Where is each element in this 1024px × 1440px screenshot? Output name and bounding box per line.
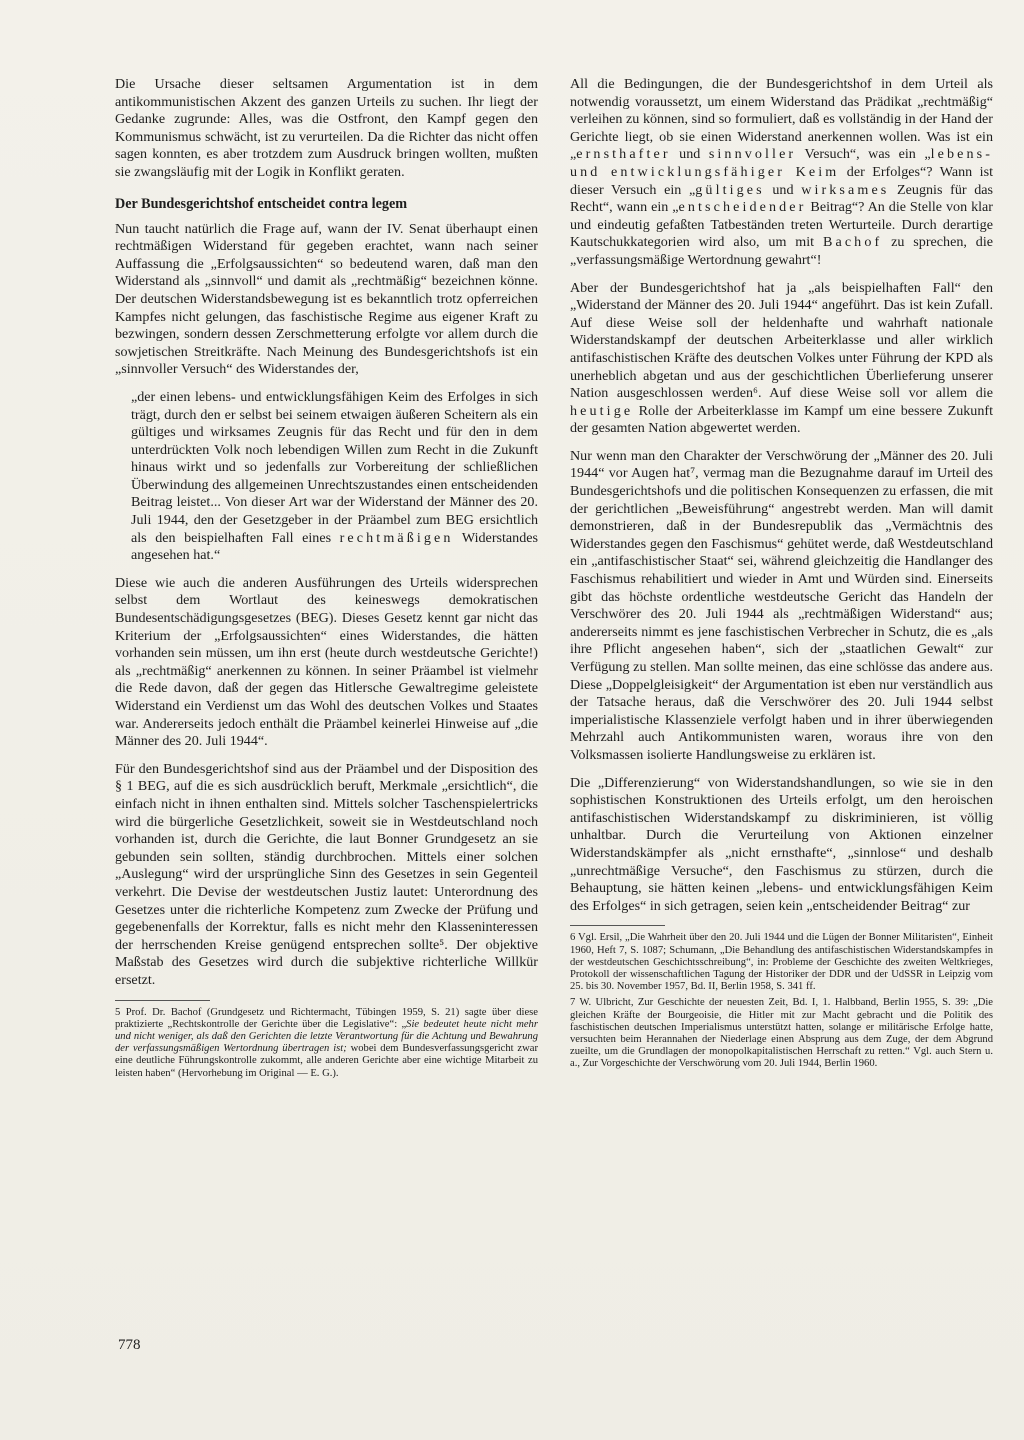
footnote-text: 5 Prof. Dr. Bachof (Grundgesetz und Richtermacht, Tübingen 1959, S. 21) sagte über diese praktizierte „Rechtskontrolle der Gerichte über die Legislative“: „: [115, 1006, 538, 1030]
emphasis-spaced: ernsthafter: [576, 146, 671, 163]
paragraph: [570, 280, 993, 438]
text: der Erfolges“? Wann ist dieser Versuch ein „: [570, 163, 994, 198]
emphasis-spaced: rechtmäßigen: [339, 529, 454, 546]
paragraph: [570, 76, 993, 270]
text: Rolle der Arbeiterklasse im Kampf um eine bessere Zukunft der gesamten Nation abgewertet werden.: [570, 402, 993, 437]
footnote-divider: [115, 1000, 210, 1001]
text: Zeugnis für das Recht“, wann ein „: [570, 181, 994, 216]
paragraph: Für den Bundesgerichtshof sind aus der Präambel und der Disposition des § 1 BEG, auf die es sich ausdrücklich beruft, Merkmale „ersichtlich“, die einfach nicht in ihnen enthalten sind. Mittels solcher Taschenspielertricks wird die bürgerliche Gesetzlichkeit, soweit sie in Westdeutschland noch vorhanden ist, durch die Gerichte, die laut Bonner Grundgesetz an sie gebunden sein sollten, ständig durchbrochen. Mittels einer solchen „Auslegung“ wird der ursprüngliche Sinn des Gesetzes in sein Gegenteil verkehrt. Die Devise der westdeutschen Justiz lautet: Unterordnung des Gesetzes unter die richterliche Kompetenz zum Zwecke der Prüfung und gegebenenfalls der Korrektur, falls es nicht mehr den Klasseninteressen der herrschenden Kreise genügend entsprechen sollte⁵. Der objektive Maßstab des Gesetzes wird durch die subjektive richterliche Willkür ersetzt.: [115, 760, 538, 988]
footnote-italic-text: Sie bedeutet heute nicht mehr und nicht weniger, als daß den Gerichten die letzte Verantwortung für die Achtung und Bewahrung der verfassungsmäßigen Wertordnung übertragen ist;: [115, 1018, 538, 1055]
quote-text: „der einen lebens- und entwicklungsfähigen Keim des Erfolges in sich trägt, durch den er selbst bei seinem etwaigen äußeren Scheitern als ein gültiges und wirksames Zeugnis für das Recht und für den in dem unterdrückten Volk noch lebendigen Willen zum Recht in die Zukunft hinaus wirkt und so jedenfalls zur Vorbereitung der schließlichen Überwindung des allgemeinen Unrechtszustandes einen entscheidenden Beitrag leistet... Von dieser Art war der Widerstand der Männer des 20. Juli 1944, den der Gesetzgeber in der Präambel zum BEG ersichtlich als den beispielhaften Fall eines: [131, 388, 538, 546]
section-heading: Der Bundesgerichtshof entscheidet contra legem: [115, 195, 408, 212]
right-column: [570, 76, 993, 1075]
footnote-6: 6 Vgl. Ersil, „Die Wahrheit über den 20. Juli 1944 und die Lügen der Bonner Militaristen“, Einheit 1960, Heft 7, S. 1087; Schumann, „Die Behandlung des antifaschistischen Widerstandskampfes in der westdeutschen Geschichtsschreibung“, in: Probleme der Geschichte des zweiten Weltkrieges, Protokoll der wissenschaftlichen Tagung der Historiker der DDR und der UdSSR in Leipzig vom 25. bis 30. November 1957, Bd. II, Berlin 1958, S. 341 ff.: [570, 932, 993, 993]
emphasis-spaced: heutige: [570, 402, 634, 419]
paragraph: Die Ursache dieser seltsamen Argumentation ist in dem antikommunistischen Akzent des ganzen Urteils zu suchen. Ihr liegt der Gedanke zugrunde: Alles, was die Ostfront, den Kampf gegen den Kommunismus schwächt, ist zu verurteilen. Da die Richter das nicht offen sagen konnten, es aber trotzdem zum Ausdruck bringen wollten, mußten sie zwangsläufig mit der Logik in Konflikt geraten.: [115, 76, 538, 180]
text: All die Bedingungen, die der Bundesgerichtshof in dem Urteil als notwendig voraussetzt, um einem Widerstand das Prädikat „rechtmäßig“ verleihen zu können, sind so formuliert, daß es vollständig in der Hand der Gerichte liegt, ob sie einen Widerstand anerkennen wollen. Was ist ein „: [570, 76, 993, 163]
text: Beitrag“? An die Stelle von klar und eindeutig gefaßten Tatbeständen treten Werturteile. Durch derartige Kautschukkategorien wird also, um mit: [570, 199, 993, 251]
block-quote: [131, 389, 538, 565]
text: Versuch“, was ein „: [796, 146, 931, 163]
text: Aber der Bundesgerichtshof hat ja „als beispielhaften Fall“ den „Widerstand der Männer des 20. Juli 1944“ angeführt. Das ist kein Zufall. Auf diese Weise soll der heldenhafte und wahrhaft nationale Widerstandskampf der deutschen Arbeiterklasse und aller wirklich antifaschistischen Kräfte des deutschen Volkes unter Führung der KPD als unerheblich abgetan und aus der geschichtlichen Überlieferung unserer Nation ausgeschlossen werden⁶. Auf diese Weise soll vor allem die: [570, 279, 993, 402]
emphasis-spaced: gültiges: [695, 181, 765, 198]
footnote-text: wobei dem Bundesverfassungsgericht zwar eine deutliche Führungskontrolle zukommt, alle anderen Gerichte aber eine wichtige Mitarbeit zu leisten haben“ (Hervorhebung im Original — E. G.).: [115, 1043, 539, 1079]
left-column: [115, 76, 538, 1084]
page-number: 778: [118, 1337, 141, 1353]
quote-text: Widerstandes angesehen hat.“: [131, 529, 538, 564]
paragraph: Diese wie auch die anderen Ausführungen des Urteils widersprechen selbst dem Wortlaut des keineswegs demokratischen Bundesentschädigungsgesetzes (BEG). Dieses Gesetz kennt gar nicht das Kriterium der „Erfolgsaussichten“ eines Widerstandes, die hätten vorhanden sein müssen, um ihn erst (heute durch westdeutsche Gerichte!) als „rechtmäßig“ anerkennen zu können. In seiner Präambel ist vielmehr die Rede davon, daß der gegen das Hitlersche Gewaltregime geleistete Widerstand ein Verdienst um das Wohl des deutschen Volkes und Staates war. Andererseits jedoch enthält die Präambel keinerlei Hinweise auf „die Männer des 20. Juli 1944“.: [115, 574, 538, 750]
footnote-divider: [570, 925, 665, 926]
emphasis-spaced: wirksames: [801, 181, 890, 198]
paragraph: Nun taucht natürlich die Frage auf, wann der IV. Senat überhaupt einen rechtmäßigen Widerstand für gegeben erachtet, wann nach seiner Auffassung die „Erfolgsaussichten“ so bedeutend waren, daß man den Widerstand als „sinnvoll“ und damit als „rechtmäßig“ bezeichnen könne. Der deutschen Widerstandsbewegung ist es bekanntlich trotz opferreichen Kampfes nicht gelungen, das faschistische Regime aus eigener Kraft zu bezwingen, sondern dessen Zerschmetterung erfolgte vor allem durch die sowjetischen Streitkräfte. Nach Meinung des Bundesgerichtshofs ist ein „sinnvoller Versuch“ des Widerstandes der,: [115, 220, 538, 378]
footnote-5: [115, 1007, 538, 1080]
text: zu sprechen, die „verfassungsmäßige Wertordnung gewahrt“!: [570, 234, 993, 268]
text: und: [670, 146, 709, 163]
paragraph: Die „Differenzierung“ von Widerstandshandlungen, so wie sie in den sophistischen Konstruktionen des Urteils erfolgt, um den heroischen antifaschistischen Widerstandskampf zu diskriminieren, ist völlig unhaltbar. Durch die Verurteilung von Aktionen einzelner Widerstandskämpfer als „nicht ernsthafte“, „sinnlose“ und deshalb „unrechtmäßige Versuche“, den Faschismus zu stürzen, durch die Behauptung, sie hätten keinen „lebens- und entwicklungsfähigen Keim des Erfolges“ in sich getragen, seien kein „entscheidender Beitrag“ zur: [570, 774, 993, 914]
emphasis-spaced: entscheidender: [678, 199, 807, 216]
emphasis-spaced: sinnvoller: [708, 146, 797, 163]
emphasis-spaced: lebens- und entwicklungsfähiger Keim: [570, 146, 993, 180]
text: und: [764, 181, 802, 198]
footnote-7: 7 W. Ulbricht, Zur Geschichte der neuesten Zeit, Bd. I, 1. Halbband, Berlin 1955, S. 39: „Die gleichen Kräfte der Bourgeoisie, die Hitler mit zur Macht gebracht und die Politik des faschistischen deutschen Imperialismus unterstützt hatten, solange er militärische Erfolge hatte, versuchten beim Herannahen der Niederlage einen Absprung aus dem Zuge, der dem Abgrund zueilte, um die Grundlagen der monopolkapitalistischen Herrschaft zu retten.“ Vgl. auch Stern u. a., Zur Vorgeschichte der Verschwörung vom 20. Juli 1944, Berlin 1960.: [570, 997, 993, 1070]
paragraph: Nur wenn man den Charakter der Verschwörung der „Männer des 20. Juli 1944“ vor Augen hat⁷, vermag man die Bezugnahme darauf im Urteil des Bundesgerichtshofs und die politischen Konsequenzen zu erfassen, die mit der gerichtlichen „Beweisführung“ angestrebt werden. Man will damit demonstrieren, daß in der Bundesrepublik das „Vermächtnis des Widerstandes gegen den Faschismus“ gehütet werde, daß Westdeutschland ein „antifaschistischer Staat“ sei, während gleichzeitig die Handlanger des Faschismus rehabilitiert und wieder in Amt und Würden sind. Einerseits gibt das höchste ordentliche westdeutsche Gericht das Handeln der Verschwörer des 20. Juli 1944 als „rechtmäßigen Widerstand“ aus; andererseits nimmt es jene faschistischen Verbrecher in Schutz, die es „als ihre Pflicht angesehen haben“, sich der „staatlichen Gewalt“ zur Verfügung zu stellen. Man sollte meinen, das eine schlösse das andere aus. Diese „Doppelgleisigkeit“ der Argumentation ist eben nur verständlich aus der Tatsache heraus, daß die Verschwörer des 20. Juli 1944 selbst imperialistische Klassenziele verfolgt haben und in ihrer überwiegenden Mehrzahl auch Antikommunisten waren, woraus ihre von den Volksmassen isolierte Handlungsweise zu erklären ist.: [570, 447, 993, 763]
emphasis-spaced: Bachof: [822, 234, 883, 251]
